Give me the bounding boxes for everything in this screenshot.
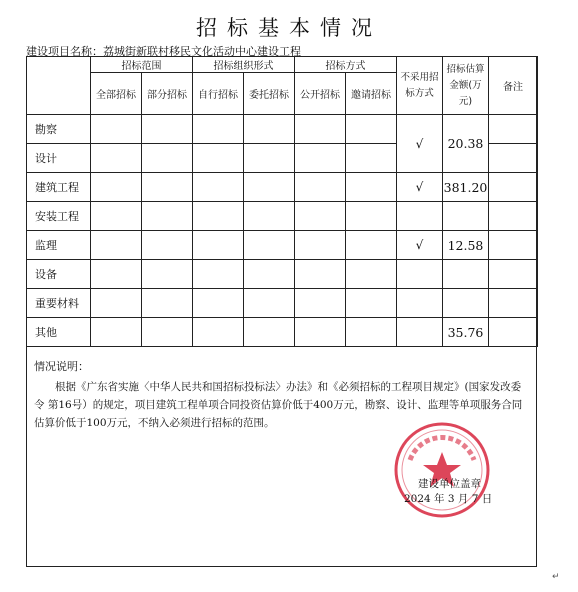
header-full: 全部招标 [91,73,142,115]
row-label: 设备 [27,260,91,289]
check-mark: √ [397,115,443,173]
header-scope: 招标范围 [91,57,193,73]
tender-table [26,56,538,347]
table-row [27,289,538,318]
table-row [27,115,538,144]
amount-value: 20.38 [443,115,489,173]
header-invite: 邀请招标 [346,73,397,115]
notes-label: 情况说明： [34,360,89,373]
check-mark: √ [397,231,443,260]
check-mark: √ [397,173,443,202]
row-label: 勘察 [27,115,91,144]
notes-body: 根据《广东省实施〈中华人民共和国招标投标法〉办法》和《必须招标的工程项目规定》(国家发改委令 第16号）的规定，项目建筑工程单项合同投资估算价低于400万元，勘察、设计、监理等单项服务合同估算价低于100万元，不纳入必须进行招标的范围。 [34,381,523,429]
table-row [27,318,538,347]
corner-mark: ↵ [552,572,560,582]
amount-value: 381.20 [443,173,489,202]
table-row [27,231,538,260]
row-label: 其他 [27,318,91,347]
header-estimate: 招标估算金额(万元) [443,57,489,115]
header-no-tender: 不采用招标方式 [397,57,443,115]
signature-label: 建设单位盖章 [418,478,481,490]
header-self: 自行招标 [193,73,244,115]
row-label: 设计 [27,144,91,173]
row-label: 监理 [27,231,91,260]
table-row [27,202,538,231]
row-label: 重要材料 [27,289,91,318]
row-label: 建筑工程 [27,173,91,202]
header-entrust: 委托招标 [244,73,295,115]
amount-value: 12.58 [443,231,489,260]
row-header-corner [27,57,91,115]
page-title: 招标基本情况 [196,16,382,40]
table-row [27,173,538,202]
table-row [27,260,538,289]
row-label: 安装工程 [27,202,91,231]
project-name: 建设项目名称：荔城街新联村移民文化活动中心建设工程 [26,45,301,58]
header-method: 招标方式 [295,57,397,73]
header-remark: 备注 [489,57,538,115]
amount-value: 35.76 [443,318,489,347]
header-org: 招标组织形式 [193,57,295,73]
header-partial: 部分招标 [142,73,193,115]
sign-date: 2024 年 3 月 7 日 [404,493,493,505]
header-open: 公开招标 [295,73,346,115]
